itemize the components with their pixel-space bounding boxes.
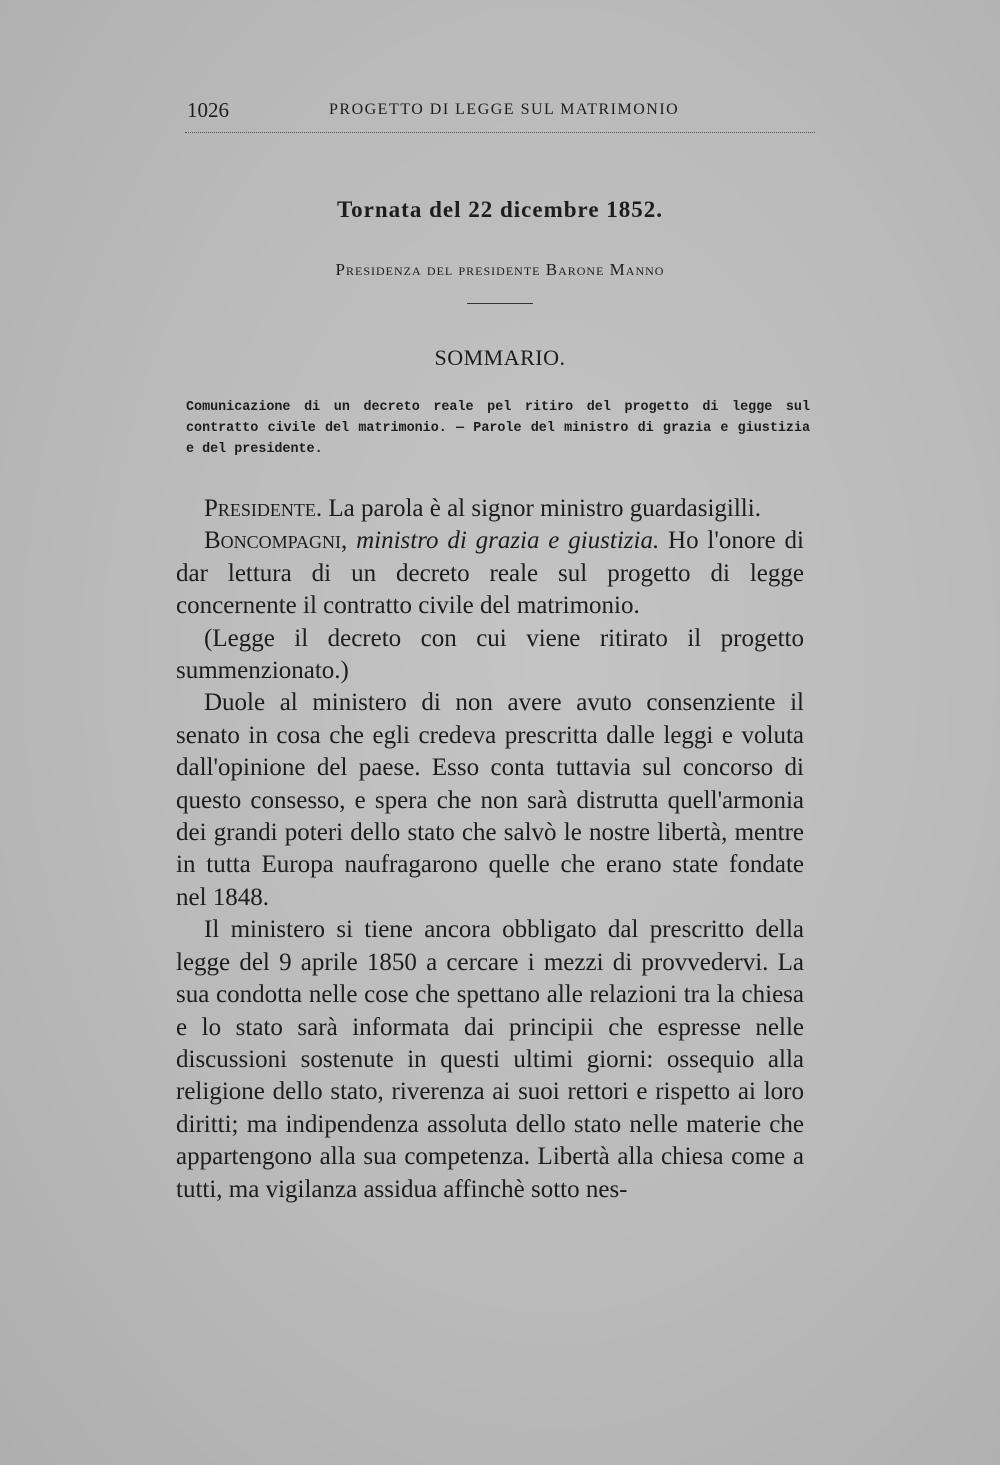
- speech-text: Ho l'onore di dar lettura di un decreto reale sul progetto di legge concernente il contratto civile del matrimonio.: [176, 527, 805, 620]
- summary-heading: SOMMARIO.: [434, 345, 566, 370]
- page-number: 1026: [187, 98, 229, 122]
- speaker-name: Boncompagni,: [204, 527, 348, 555]
- summary-text: Comunicazione di un decreto reale pel ritiro del progetto di legge sul contratto civile del matrimonio. — Parole del ministro di grazia e giustizia e del presidente.: [186, 400, 810, 457]
- paragraph-stage-direction: (Legge il decreto con cui viene ritirato il progetto summenzionato.): [176, 624, 804, 685]
- separator-rule: [467, 303, 533, 304]
- body-text: [176, 493, 804, 1206]
- paragraph-president: [176, 493, 804, 525]
- session-title: Tornata del 22 dicembre 1852.: [336, 197, 664, 222]
- paragraph-speech: Duole al ministero di non avere avuto consenziente il senato in cosa che egli credeva prescritta dalle leggi e voluta dall'opinione del paese. Esso conta tuttavia sul concorso di questo consesso, e spera che non sarà distrutta quell'armonia dei grandi poteri dello stato che salvò le nostre libertà, mentre in tutta Europa naufragarono quelle che erano state fondate nel 1848.: [176, 689, 804, 911]
- speaker-name: Presidente.: [204, 495, 323, 522]
- running-title: PROGETTO DI LEGGE SUL MATRIMONIO: [329, 101, 680, 118]
- paragraph-boncompagni: [176, 525, 804, 622]
- paragraph-speech: Il ministero si tiene ancora obbligato dal prescritto della legge del 9 aprile 1850 a cercare i mezzi di provvedervi. La sua condotta nelle cose che spettano alle relazioni tra la chiesa e lo stato sarà informata dai principii che espresse nelle discussioni sostenute in questi ultimi giorni: ossequio alla religione dello stato, riverenza ai suoi rettori e rispetto ai loro diritti; ma indipendenza assoluta dello stato nelle materie che appartengono alla sua competenza. Libertà alla chiesa come a tutti, ma vigilanza assidua affinchè sotto nes-: [176, 916, 804, 1203]
- speech-text: La parola è al signor ministro guardasigilli.: [322, 495, 761, 522]
- speaker-role: ministro di grazia e giustizia.: [347, 527, 660, 555]
- running-header: [185, 92, 815, 133]
- presidency-line: Presidenza del presidente Barone Manno: [335, 260, 665, 279]
